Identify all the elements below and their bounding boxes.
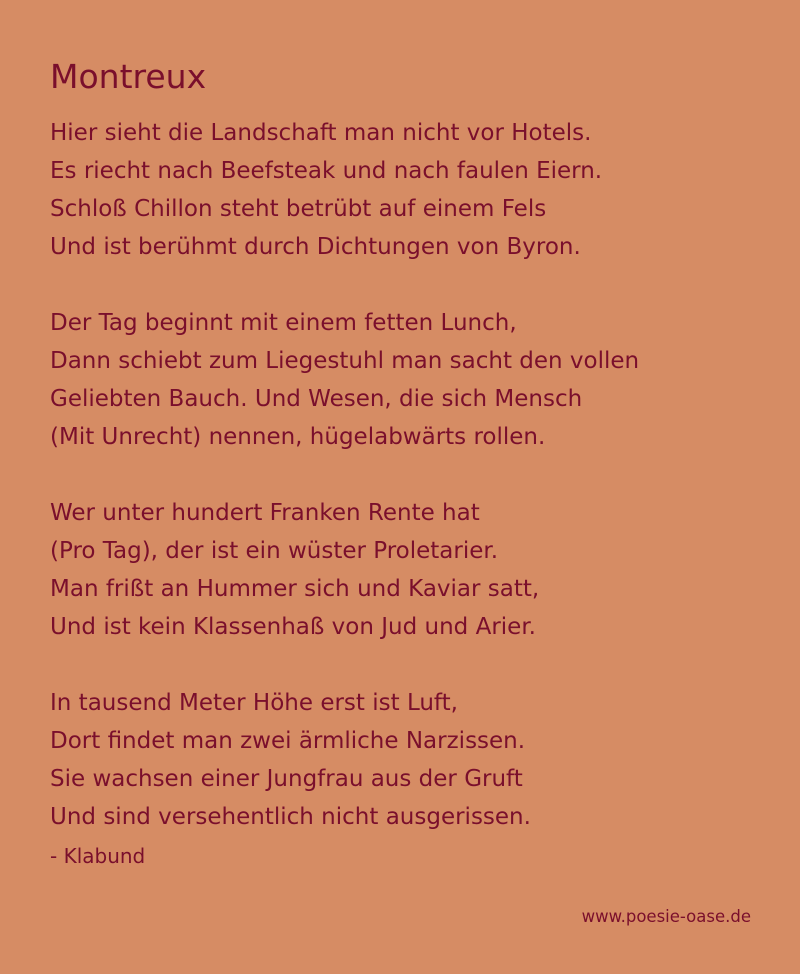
poem-line: Und ist kein Klassenhaß von Jud und Arier.	[50, 614, 536, 640]
poem-line: Und sind versehentlich nicht ausgerissen.	[50, 804, 531, 830]
poem-author: - Klabund	[50, 844, 146, 868]
poem-line: (Pro Tag), der ist ein wüster Proletarier.	[50, 538, 499, 564]
stanza-2	[50, 304, 760, 456]
poem-line: Und ist berühmt durch Dichtungen von Byron.	[50, 234, 581, 260]
poem-line: Es riecht nach Beefsteak und nach faulen Eiern.	[50, 158, 603, 184]
poem-line: (Mit Unrecht) nennen, hügelabwärts rollen.	[50, 424, 546, 450]
poem-line: Geliebten Bauch. Und Wesen, die sich Mensch	[50, 386, 583, 412]
poem-line: Man frißt an Hummer sich und Kaviar satt,	[50, 576, 540, 602]
poem-line: Dann schiebt zum Liegestuhl man sacht den vollen	[50, 348, 640, 374]
stanza-1	[50, 114, 760, 266]
poem-line: Hier sieht die Landschaft man nicht vor Hotels.	[50, 120, 592, 146]
poem-line: Dort findet man zwei ärmliche Narzissen.	[50, 728, 526, 754]
stanza-3	[50, 494, 760, 646]
poem-title: Montreux	[50, 57, 207, 96]
stanza-4	[50, 684, 760, 836]
poem-line: Sie wachsen einer Jungfrau aus der Gruft	[50, 766, 523, 792]
website-url: www.poesie-oase.de	[581, 907, 751, 926]
poem-card	[50, 54, 760, 870]
poem-body	[50, 114, 760, 836]
poem-line: Schloß Chillon steht betrübt auf einem Fels	[50, 196, 547, 222]
poem-line: In tausend Meter Höhe erst ist Luft,	[50, 690, 458, 716]
poem-line: Wer unter hundert Franken Rente hat	[50, 500, 480, 526]
poem-line: Der Tag beginnt mit einem fetten Lunch,	[50, 310, 517, 336]
